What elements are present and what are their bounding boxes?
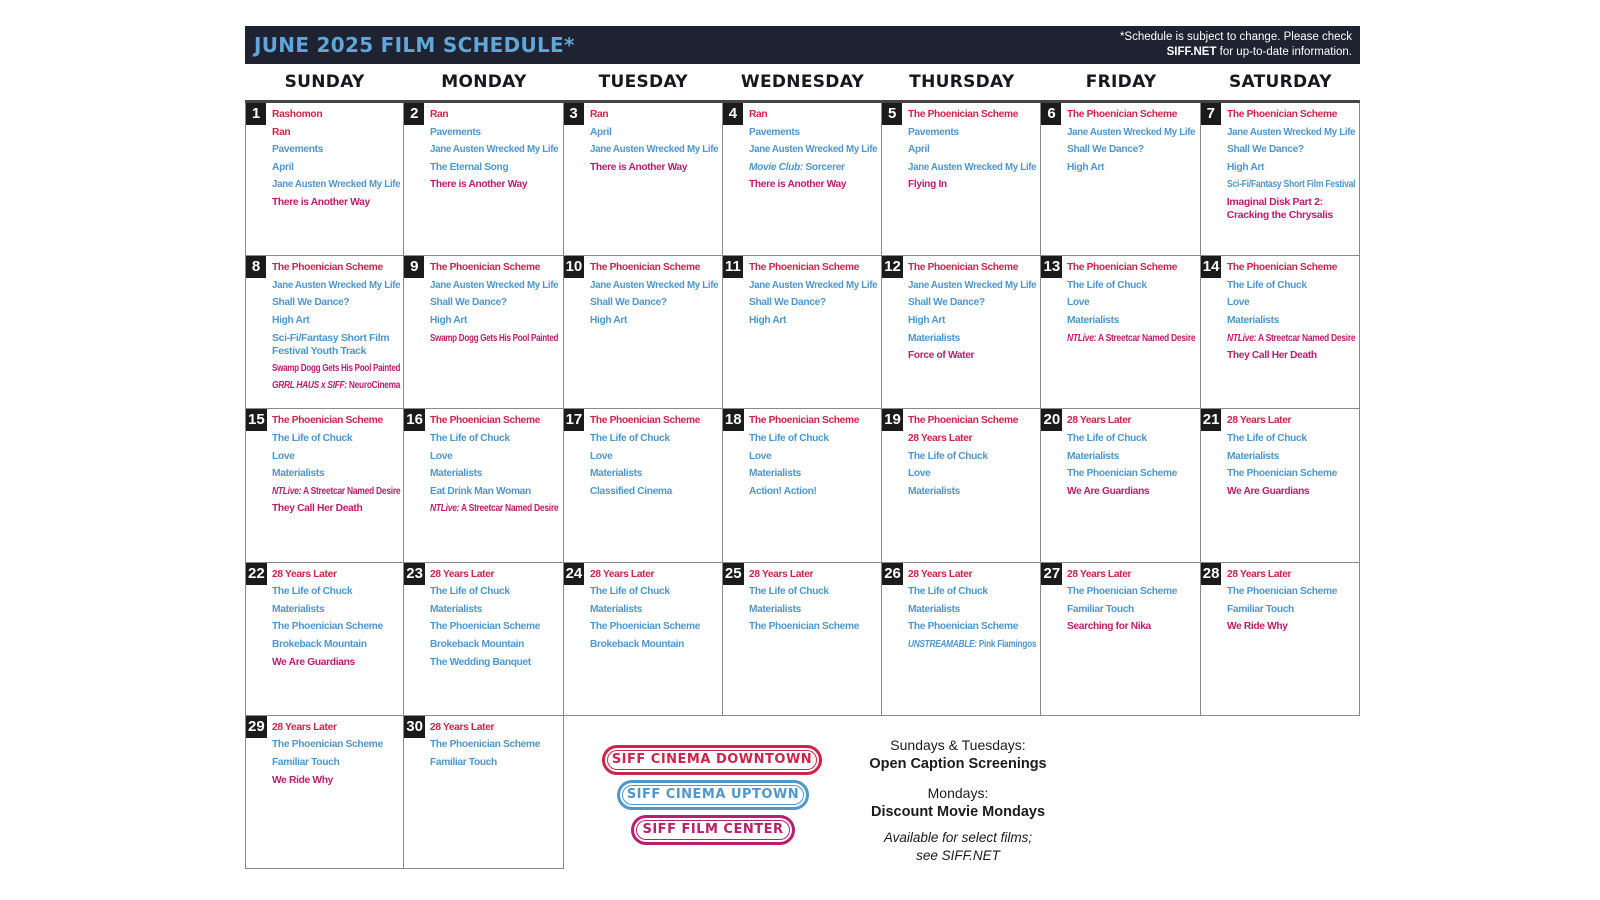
film-listing[interactable]: Flying In: [908, 178, 948, 191]
film-listing[interactable]: We Ride Why: [272, 773, 334, 786]
film-listing[interactable]: Shall We Dance?: [272, 296, 350, 309]
film-listing[interactable]: Shall We Dance?: [589, 296, 667, 309]
calendar-day-1: [245, 103, 404, 256]
day-number: 4: [723, 103, 743, 125]
film-listing[interactable]: The Life of Chuck: [1067, 278, 1148, 291]
film-series-prefix: NTLive:: [1067, 331, 1097, 344]
film-listing[interactable]: Jane Austen Wrecked My Life: [908, 278, 1037, 291]
film-listing[interactable]: The Phoenician Scheme: [748, 620, 859, 633]
film-listing[interactable]: April: [589, 125, 612, 138]
weekday-thursday: THURSDAY: [909, 72, 1015, 92]
film-title-rest: A Streetcar Named Desire: [301, 484, 401, 497]
film-listing[interactable]: 28 Years Later: [908, 431, 973, 444]
film-listing[interactable]: Swamp Dogg Gets His Pool Painted: [430, 331, 559, 344]
film-listing[interactable]: The Phoenician Scheme: [748, 261, 859, 274]
film-series-prefix: GRRL HAUS x SIFF:: [272, 379, 347, 392]
day-number: 27: [1041, 563, 1062, 585]
film-listing[interactable]: The Phoenician Scheme: [1226, 585, 1337, 598]
info-discount: [852, 784, 1064, 821]
note-line-1: *Schedule is subject to change. Please check: [1119, 31, 1352, 43]
calendar-day-4: [723, 103, 882, 256]
weekday-header-row: [245, 64, 1360, 100]
film-listing[interactable]: Love: [908, 467, 931, 480]
film-listing[interactable]: The Phoenician Scheme: [272, 620, 383, 633]
film-series-prefix: NTLive:: [430, 502, 460, 515]
film-listing[interactable]: High Art: [908, 313, 946, 326]
film-listing[interactable]: Familiar Touch: [1067, 602, 1135, 615]
film-listing[interactable]: Materialists: [430, 602, 483, 615]
film-listing[interactable]: Jane Austen Wrecked My Life: [1226, 125, 1356, 138]
day-number: 24: [564, 563, 585, 585]
calendar-day-14: [1201, 256, 1360, 409]
film-listing[interactable]: Brokeback Mountain: [430, 637, 525, 650]
film-listing[interactable]: High Art: [589, 313, 627, 326]
day-number: 13: [1041, 256, 1062, 278]
film-listing[interactable]: Materialists: [908, 331, 961, 344]
weekday-monday: MONDAY: [441, 72, 527, 92]
calendar-day-17: [564, 409, 723, 562]
weekday-saturday: SATURDAY: [1228, 72, 1332, 92]
film-listing[interactable]: Jane Austen Wrecked My Life: [272, 178, 401, 191]
calendar-day-18: [723, 409, 882, 562]
film-listing[interactable]: 28 Years Later: [1067, 414, 1132, 427]
day-number: 29: [246, 716, 267, 738]
film-listing[interactable]: The Life of Chuck: [430, 585, 510, 598]
film-listing[interactable]: Sci-Fi/Fantasy Short Film Festival Youth Track: [272, 331, 390, 357]
film-listing[interactable]: The Phoenician Scheme: [430, 414, 541, 427]
film-listing[interactable]: The Phoenician Scheme: [589, 261, 700, 274]
film-listing[interactable]: April: [272, 160, 294, 173]
film-listing[interactable]: Materialists: [589, 602, 642, 615]
film-listing[interactable]: We Ride Why: [1226, 620, 1288, 633]
film-listing[interactable]: Love: [272, 449, 295, 462]
film-listing[interactable]: Materialists: [272, 467, 325, 480]
schedule-note: [1092, 30, 1352, 60]
calendar-day-6: [1041, 103, 1200, 256]
film-listing[interactable]: The Phoenician Scheme: [1226, 467, 1337, 480]
film-listing[interactable]: The Phoenician Scheme: [1067, 585, 1178, 598]
film-listing[interactable]: Shall We Dance?: [430, 296, 508, 309]
film-series-prefix: NTLive:: [272, 484, 302, 497]
day-number: 14: [1201, 256, 1222, 278]
film-listing[interactable]: Jane Austen Wrecked My Life: [748, 278, 878, 291]
film-listing[interactable]: Force of Water: [908, 349, 975, 362]
film-listing[interactable]: The Phoenician Scheme: [589, 620, 700, 633]
film-listing[interactable]: The Phoenician Scheme: [908, 261, 1019, 274]
calendar-day-7: [1201, 103, 1360, 256]
film-listing[interactable]: Love: [589, 449, 613, 462]
film-listing[interactable]: Materialists: [589, 467, 642, 480]
day-number: 23: [404, 563, 425, 585]
film-listing[interactable]: Jane Austen Wrecked My Life: [272, 278, 401, 291]
film-listing[interactable]: [908, 636, 1037, 654]
info-open-caption-label: Open Caption Screenings: [869, 756, 1047, 772]
film-listing[interactable]: High Art: [1226, 160, 1264, 173]
film-listing[interactable]: Ran: [589, 108, 608, 120]
film-listing[interactable]: [1067, 330, 1196, 348]
film-listing[interactable]: Ran: [272, 125, 291, 138]
film-listing[interactable]: Brokeback Mountain: [589, 637, 684, 650]
film-listing[interactable]: The Phoenician Scheme: [430, 738, 541, 751]
film-listing[interactable]: Shall We Dance?: [908, 296, 985, 309]
film-listing[interactable]: Familiar Touch: [272, 755, 340, 768]
film-listing[interactable]: There is Another Way: [272, 195, 370, 208]
film-listing[interactable]: The Life of Chuck: [1067, 431, 1148, 444]
film-listing[interactable]: [749, 159, 877, 177]
film-listing[interactable]: Imaginal Disk Part 2: Cracking the Chrysalis: [1226, 195, 1333, 221]
film-listing[interactable]: The Phoenician Scheme: [1226, 108, 1337, 120]
film-listing[interactable]: Action! Action!: [748, 484, 817, 497]
film-listing[interactable]: Materialists: [1067, 449, 1120, 462]
film-listing[interactable]: Pavements: [430, 125, 482, 138]
film-listing[interactable]: Materialists: [748, 467, 801, 480]
film-listing[interactable]: The Life of Chuck: [589, 585, 670, 598]
film-listing[interactable]: The Life of Chuck: [272, 585, 353, 598]
day-number: 1: [246, 103, 266, 125]
film-listing[interactable]: Jane Austen Wrecked My Life: [430, 143, 559, 156]
film-listing[interactable]: [1226, 330, 1356, 348]
film-listing[interactable]: There is Another Way: [430, 178, 528, 191]
note-line-2-rest: for up-to-date information.: [1216, 46, 1352, 58]
film-listing[interactable]: The Wedding Banquet: [430, 655, 532, 668]
film-title-rest: Pink Flamingos: [976, 637, 1037, 650]
film-listing[interactable]: Materialists: [908, 484, 961, 497]
info-open-caption: [852, 736, 1064, 773]
film-title-rest: A Streetcar Named Desire: [1255, 331, 1356, 344]
day-number: 16: [404, 409, 425, 431]
film-listing[interactable]: Materialists: [430, 467, 483, 480]
film-listing[interactable]: Familiar Touch: [1226, 602, 1294, 615]
film-listing[interactable]: The Phoenician Scheme: [748, 414, 859, 427]
calendar-day-28: [1201, 563, 1360, 716]
film-listing[interactable]: [272, 483, 401, 501]
day-number: 18: [723, 409, 744, 431]
day-number: 21: [1201, 409, 1222, 431]
film-listing[interactable]: The Life of Chuck: [908, 449, 988, 462]
calendar-day-15: [245, 409, 404, 562]
film-listing[interactable]: Eat Drink Man Woman: [430, 484, 532, 497]
film-listing[interactable]: The Phoenician Scheme: [272, 414, 383, 427]
calendar-empty-cell: [1041, 716, 1200, 869]
film-listing[interactable]: Shall We Dance?: [748, 296, 826, 309]
film-listing[interactable]: Jane Austen Wrecked My Life: [908, 160, 1037, 173]
film-listing[interactable]: 28 Years Later: [272, 720, 337, 733]
film-listing[interactable]: We Are Guardians: [272, 655, 355, 668]
film-listing[interactable]: Materialists: [272, 602, 325, 615]
film-listing[interactable]: High Art: [1067, 160, 1105, 173]
schedule-header: [245, 26, 1360, 64]
weekday-friday: FRIDAY: [1085, 72, 1157, 92]
film-listing[interactable]: Familiar Touch: [430, 755, 498, 768]
calendar-day-19: [882, 409, 1041, 562]
calendar-empty-cell: [1201, 716, 1360, 869]
legend-downtown-badge: SIFF CINEMA DOWNTOWN: [602, 745, 822, 775]
film-listing[interactable]: The Phoenician Scheme: [1067, 467, 1178, 480]
calendar-day-24: [564, 563, 723, 716]
calendar-day-3: [564, 103, 723, 256]
day-number: 26: [882, 563, 903, 585]
film-listing[interactable]: 28 Years Later: [1067, 567, 1132, 580]
film-listing[interactable]: [430, 500, 559, 518]
film-listing[interactable]: The Life of Chuck: [589, 431, 670, 444]
film-listing[interactable]: The Life of Chuck: [430, 431, 510, 444]
film-title-rest: Sorcerer: [802, 160, 845, 173]
calendar-day-20: [1041, 409, 1200, 562]
schedule-title: JUNE 2025 FILM SCHEDULE*: [254, 33, 575, 57]
film-listing[interactable]: Love: [748, 449, 772, 462]
film-listing[interactable]: Love: [430, 449, 453, 462]
day-number: 20: [1041, 409, 1062, 431]
info-availability-line1: Available for select films;: [883, 830, 1033, 845]
weekday-tuesday: TUESDAY: [598, 72, 688, 92]
film-listing[interactable]: Pavements: [748, 125, 800, 138]
film-listing[interactable]: 28 Years Later: [748, 567, 814, 580]
film-listing[interactable]: 28 Years Later: [272, 567, 337, 580]
film-listing[interactable]: The Phoenician Scheme: [908, 620, 1019, 633]
film-listing[interactable]: April: [908, 143, 930, 156]
calendar-day-21: [1201, 409, 1360, 562]
calendar-day-10: [564, 256, 723, 409]
day-number: 12: [882, 256, 903, 278]
film-listing[interactable]: 28 Years Later: [430, 567, 495, 580]
film-listing[interactable]: 28 Years Later: [589, 567, 654, 580]
film-listing[interactable]: The Life of Chuck: [272, 431, 353, 444]
day-number: 5: [882, 103, 902, 125]
film-listing[interactable]: They Call Her Death: [272, 502, 363, 515]
film-listing[interactable]: The Life of Chuck: [908, 585, 988, 598]
note-link[interactable]: SIFF.NET: [1166, 46, 1217, 58]
film-listing[interactable]: The Life of Chuck: [1226, 278, 1307, 291]
film-listing[interactable]: Swamp Dogg Gets His Pool Painted: [272, 361, 401, 374]
film-listing[interactable]: The Phoenician Scheme: [1067, 108, 1178, 120]
day-number: 25: [723, 563, 744, 585]
film-listing[interactable]: The Phoenician Scheme: [908, 414, 1019, 427]
film-listing[interactable]: The Phoenician Scheme: [272, 738, 383, 751]
day-number: 10: [564, 256, 585, 278]
film-series-prefix: Movie Club:: [748, 160, 803, 173]
weekday-sunday: SUNDAY: [284, 72, 365, 92]
day-number: 28: [1201, 563, 1222, 585]
film-listing[interactable]: Pavements: [908, 125, 959, 138]
film-listing[interactable]: Materialists: [748, 602, 801, 615]
film-listing[interactable]: High Art: [430, 313, 468, 326]
day-number: 19: [882, 409, 903, 431]
weekday-wednesday: WEDNESDAY: [740, 72, 865, 92]
film-listing[interactable]: The Eternal Song: [430, 160, 509, 173]
film-listing[interactable]: Materialists: [1067, 313, 1120, 326]
film-listing[interactable]: The Phoenician Scheme: [1067, 261, 1178, 274]
film-listing[interactable]: Ran: [430, 108, 449, 120]
day-number: 22: [246, 563, 267, 585]
film-listing[interactable]: Jane Austen Wrecked My Life: [748, 143, 878, 156]
film-listing[interactable]: The Phoenician Scheme: [589, 414, 700, 427]
calendar-day-30: [404, 716, 563, 869]
film-listing[interactable]: The Phoenician Scheme: [908, 108, 1019, 120]
film-listing[interactable]: Materialists: [1226, 449, 1279, 462]
calendar-day-2: [404, 103, 563, 256]
calendar-day-23: [404, 563, 563, 716]
film-listing[interactable]: Jane Austen Wrecked My Life: [589, 143, 718, 156]
film-listing[interactable]: Shall We Dance?: [1067, 143, 1145, 156]
calendar-day-9: [404, 256, 563, 409]
calendar-day-27: [1041, 563, 1200, 716]
film-listing[interactable]: Ran: [748, 108, 768, 120]
film-listing[interactable]: We Are Guardians: [1067, 484, 1150, 497]
film-listing[interactable]: Brokeback Mountain: [272, 637, 367, 650]
film-listing[interactable]: High Art: [748, 313, 786, 326]
film-listing[interactable]: 28 Years Later: [430, 720, 495, 733]
calendar-day-13: [1041, 256, 1200, 409]
calendar-day-25: [723, 563, 882, 716]
info-availability-line2: see SIFF.NET: [916, 848, 1000, 863]
legend-uptown-badge: SIFF CINEMA UPTOWN: [617, 780, 809, 810]
film-title-rest: A Streetcar Named Desire: [1096, 331, 1196, 344]
info-discount-days: Mondays:: [927, 785, 989, 801]
day-number: 9: [404, 256, 424, 278]
film-listing[interactable]: There is Another Way: [589, 160, 687, 173]
info-discount-label: Discount Movie Mondays: [870, 804, 1046, 820]
day-number: 8: [246, 256, 266, 278]
film-listing[interactable]: Jane Austen Wrecked My Life: [1067, 125, 1196, 138]
film-listing[interactable]: Classified Cinema: [589, 484, 672, 497]
film-listing[interactable]: Rashomon: [272, 108, 323, 120]
day-number: 6: [1041, 103, 1061, 125]
day-number: 3: [564, 103, 584, 125]
calendar-day-26: [882, 563, 1041, 716]
film-listing[interactable]: 28 Years Later: [1226, 567, 1291, 580]
film-listing[interactable]: Jane Austen Wrecked My Life: [430, 278, 559, 291]
film-listing[interactable]: We Are Guardians: [1226, 484, 1310, 497]
info-availability: [852, 829, 1064, 865]
film-listing[interactable]: There is Another Way: [748, 178, 847, 191]
calendar-day-12: [882, 256, 1041, 409]
day-number: 30: [404, 716, 425, 738]
film-listing[interactable]: They Call Her Death: [1226, 349, 1317, 362]
schedule-frame: [245, 26, 1360, 869]
film-listing[interactable]: 28 Years Later: [908, 567, 973, 580]
film-listing[interactable]: Shall We Dance?: [1226, 143, 1304, 156]
calendar-day-29: [245, 716, 404, 869]
film-listing[interactable]: [272, 377, 401, 395]
film-title-rest: NeuroCinema: [346, 379, 401, 392]
day-number: 2: [404, 103, 424, 125]
day-number: 15: [246, 409, 267, 431]
legend-film-center-badge: SIFF FILM CENTER: [631, 815, 795, 845]
film-listing[interactable]: Jane Austen Wrecked My Life: [589, 278, 718, 291]
calendar-day-5: [882, 103, 1041, 256]
calendar-day-11: [723, 256, 882, 409]
day-number: 11: [723, 256, 743, 278]
film-listing[interactable]: The Life of Chuck: [748, 431, 829, 444]
day-number: 7: [1201, 103, 1221, 125]
film-listing[interactable]: Love: [1067, 296, 1090, 309]
film-listing[interactable]: Sci-Fi/Fantasy Short Film Festival: [1226, 178, 1355, 191]
film-listing[interactable]: The Life of Chuck: [748, 585, 829, 598]
calendar-day-16: [404, 409, 563, 562]
film-listing[interactable]: 28 Years Later: [1226, 414, 1291, 427]
film-listing[interactable]: Materialists: [908, 602, 961, 615]
info-open-caption-days: Sundays & Tuesdays:: [890, 737, 1026, 753]
film-listing[interactable]: Searching for Nika: [1067, 620, 1152, 633]
film-listing[interactable]: The Phoenician Scheme: [1226, 261, 1337, 274]
film-listing[interactable]: Pavements: [272, 143, 324, 156]
film-listing[interactable]: Materialists: [1226, 313, 1279, 326]
film-listing[interactable]: The Phoenician Scheme: [272, 261, 383, 274]
note-line-2: [1092, 45, 1352, 60]
film-listing[interactable]: High Art: [272, 313, 310, 326]
film-listing[interactable]: Love: [1226, 296, 1250, 309]
film-listing[interactable]: The Phoenician Scheme: [430, 620, 541, 633]
calendar-day-22: [245, 563, 404, 716]
calendar-day-8: [245, 256, 404, 409]
film-listing[interactable]: The Phoenician Scheme: [430, 261, 541, 274]
film-series-prefix: UNSTREAMABLE:: [908, 637, 977, 650]
film-listing[interactable]: The Life of Chuck: [1226, 431, 1307, 444]
film-title-rest: A Streetcar Named Desire: [459, 502, 559, 515]
day-number: 17: [564, 409, 585, 431]
film-series-prefix: NTLive:: [1226, 331, 1256, 344]
